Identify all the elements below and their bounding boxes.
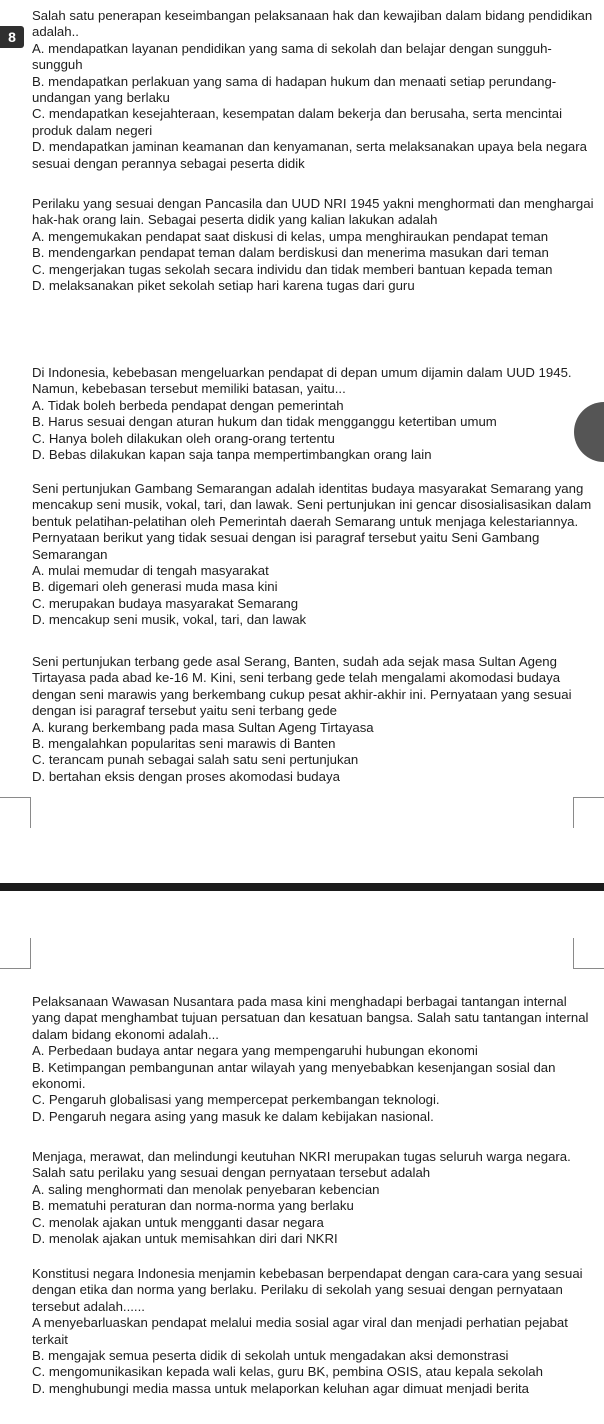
question-stem: Pelaksanaan Wawasan Nusantara pada masa kini menghadapi berbagai tantangan internal yang dapat menghambat tujuan persatuan dan kesatuan bangsa. Salah satu tantangan internal dalam bidang ekonomi adalah...: [32, 994, 589, 1042]
option-b[interactable]: B. mematuhi peraturan dan norma-norma yang berlaku: [32, 1198, 354, 1214]
question-stem: Seni pertunjukan Gambang Semarangan adalah identitas budaya masyarakat Semarang yang mencakup seni musik, vokal, tari, dan lawak. Seni pertunjukan ini gencar disosialisasikan dalam bentuk pelatihan-pelatihan oleh Pemerintah daerah Semarang untuk menjaga kelestariannya. Pernyataan berikut yang tidak sesuai dengan isi paragraf tersebut yaitu Seni Gambang Semarangan: [32, 481, 592, 562]
option-d[interactable]: D. Bebas dilakukan kapan saja tanpa mempertimbangkan orang lain: [32, 447, 432, 463]
option-c[interactable]: C. Pengaruh globalisasi yang mempercepat perkembangan teknologi.: [32, 1092, 440, 1108]
option-b[interactable]: B. Harus sesuai dengan aturan hukum dan tidak mengganggu ketertiban umum: [32, 414, 497, 430]
option-b[interactable]: B. mengajak semua peserta didik di sekolah untuk mengadakan aksi demonstrasi: [32, 1348, 509, 1364]
option-a[interactable]: A. saling menghormati dan menolak penyebaran kebencian: [32, 1181, 380, 1197]
question-block-5: [32, 654, 598, 785]
option-d[interactable]: D. melaksanakan piket sekolah setiap hari karena tugas dari guru: [32, 278, 415, 294]
question-number-badge: 8: [0, 26, 24, 48]
option-a[interactable]: A. mendapatkan layanan pendidikan yang sama di sekolah dan belajar dengan sungguh-sungguh: [32, 40, 552, 73]
option-b[interactable]: B. mengalahkan popularitas seni marawis di Banten: [32, 736, 336, 752]
option-c[interactable]: C. mengerjakan tugas sekolah secara individu dan tidak memberi bantuan kepada teman: [32, 261, 553, 277]
question-block-4: [32, 481, 598, 629]
question-stem: Konstitusi negara Indonesia menjamin kebebasan berpendapat dengan cara-cara yang sesuai dengan etika dan norma yang berlaku. Perilaku di sekolah yang sesuai dengan pernyataan tersebut adalah......: [32, 1266, 583, 1314]
question-stem: Salah satu penerapan keseimbangan pelaksanaan hak dan kewajiban dalam bidang pendidikan adalah..: [32, 8, 593, 40]
option-b[interactable]: B. mendapatkan perlakuan yang sama di hadapan hukum dan menaati setiap perundang-undangan yang berlaku: [32, 73, 557, 106]
crop-corner-bottom-left: [0, 938, 31, 969]
option-c[interactable]: C. mengomunikasikan kepada wali kelas, guru BK, pembina OSIS, atau kepala sekolah: [32, 1364, 543, 1380]
option-d[interactable]: D. mencakup seni musik, vokal, tari, dan lawak: [32, 612, 307, 628]
option-a[interactable]: A. kurang berkembang pada masa Sultan Ageng Tirtayasa: [32, 719, 374, 735]
question-block-1: [32, 8, 598, 172]
option-c[interactable]: C. merupakan budaya masyarakat Semarang: [32, 595, 299, 611]
question-block-2: [32, 196, 598, 294]
question-stem: Seni pertunjukan terbang gede asal Serang, Banten, sudah ada sejak masa Sultan Ageng Tirtayasa pada abad ke-16 M. Kini, seni terbang gede telah mengalami akomodasi budaya dengan seni marawis yang berkembang cukup pesat akhir-akhir ini. Pernyataan yang sesuai dengan isi paragraf tersebut yaitu seni terbang gede: [32, 654, 572, 719]
question-block-7: [32, 1149, 598, 1247]
option-c[interactable]: C. menolak ajakan untuk mengganti dasar negara: [32, 1214, 324, 1230]
crop-corner-bottom-right: [573, 938, 604, 969]
question-stem: Di Indonesia, kebebasan mengeluarkan pendapat di depan umum dijamin dalam UUD 1945. Namun, kebebasan tersebut memiliki batasan, yaitu...: [32, 365, 572, 397]
question-stem: Perilaku yang sesuai dengan Pancasila dan UUD NRI 1945 yakni menghormati dan menghargai hak-hak orang lain. Sebagai peserta didik yang kalian lakukan adalah: [32, 196, 594, 228]
option-c[interactable]: C. terancam punah sebagai salah satu seni pertunjukan: [32, 752, 359, 768]
option-b[interactable]: B. Ketimpangan pembangunan antar wilayah yang menyebabkan kesenjangan sosial dan ekonomi.: [32, 1059, 556, 1092]
option-a[interactable]: A menyebarluaskan pendapat melalui media sosial agar viral dan menjadi perhatian pejabat terkait: [32, 1315, 568, 1347]
crop-corner-top-right: [573, 797, 604, 828]
option-d[interactable]: D. bertahan eksis dengan proses akomodasi budaya: [32, 768, 340, 784]
option-d[interactable]: D. Pengaruh negara asing yang masuk ke dalam kebijakan nasional.: [32, 1108, 434, 1124]
option-d[interactable]: D. menolak ajakan untuk memisahkan diri dari NKRI: [32, 1231, 338, 1247]
question-block-8: [32, 1266, 598, 1397]
option-d[interactable]: D. mendapatkan jaminan keamanan dan kenyamanan, serta melaksanakan upaya bela negara sesuai dengan perannya sebagai peserta didik: [32, 139, 587, 171]
crop-corner-top-left: [0, 797, 31, 828]
option-a[interactable]: A. Tidak boleh berbeda pendapat dengan pemerintah: [32, 397, 344, 413]
question-block-6: [32, 994, 598, 1125]
option-d[interactable]: D. menghubungi media massa untuk melaporkan keluhan agar dimuat menjadi berita: [32, 1380, 530, 1396]
option-b[interactable]: B. mendengarkan pendapat teman dalam berdiskusi dan menerima masukan dari teman: [32, 245, 549, 261]
question-block-3: [32, 365, 598, 463]
option-a[interactable]: A. Perbedaan budaya antar negara yang mempengaruhi hubungan ekonomi: [32, 1043, 478, 1059]
option-a[interactable]: A. mulai memudar di tengah masyarakat: [32, 563, 269, 579]
option-b[interactable]: B. digemari oleh generasi muda masa kini: [32, 579, 278, 595]
option-c[interactable]: C. mendapatkan kesejahteraan, kesempatan dalam bekerja dan berusaha, serta mencintai produk dalam negeri: [32, 106, 563, 138]
section-divider: [0, 883, 604, 891]
option-a[interactable]: A. mengemukakan pendapat saat diskusi di kelas, umpa menghiraukan pendapat teman: [32, 228, 549, 244]
question-stem: Menjaga, merawat, dan melindungi keutuhan NKRI merupakan tugas seluruh warga negara. Salah satu perilaku yang sesuai dengan pernyataan tersebut adalah: [32, 1149, 571, 1181]
option-c[interactable]: C. Hanya boleh dilakukan oleh orang-orang tertentu: [32, 430, 335, 446]
